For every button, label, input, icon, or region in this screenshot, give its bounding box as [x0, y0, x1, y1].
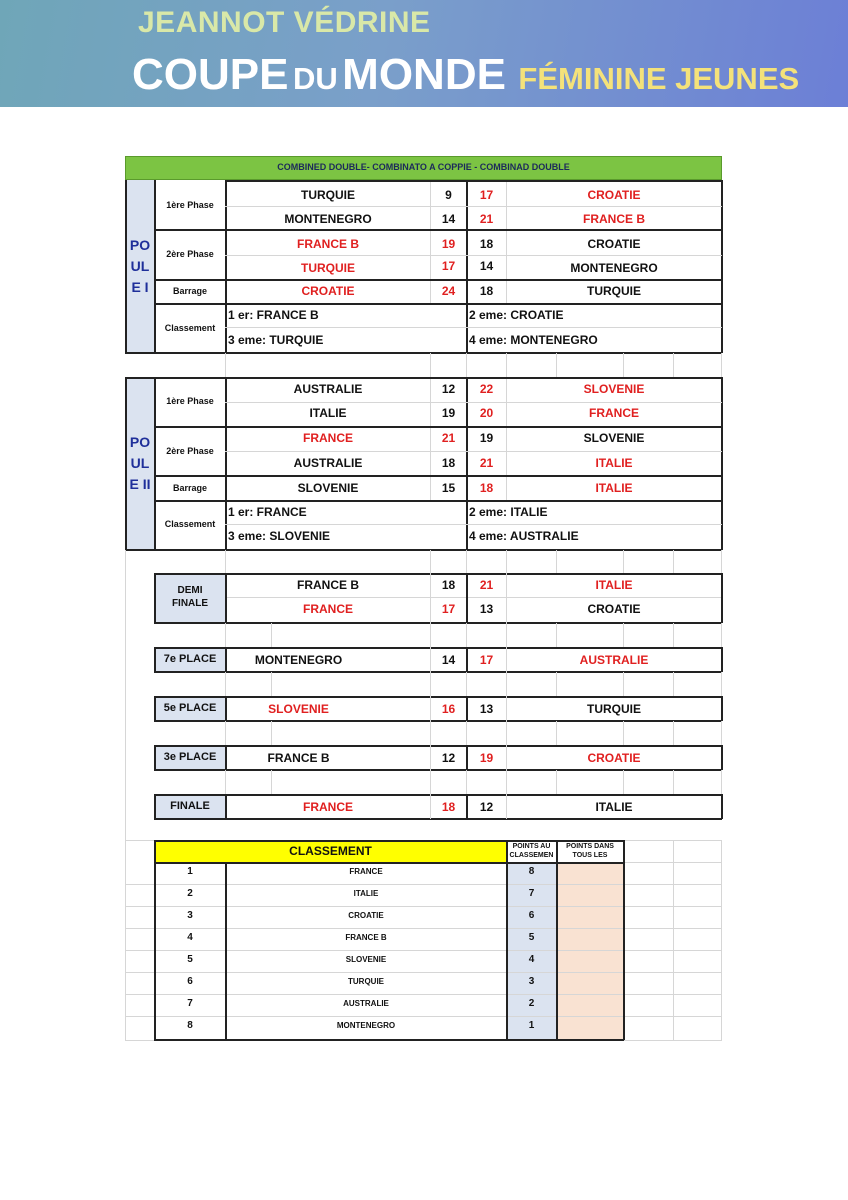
pool1-classement-label: Classement: [164, 323, 216, 333]
demi-label-2: FINALE: [171, 598, 209, 609]
pool2-first: 1 er: FRANCE: [228, 505, 307, 519]
demi-label-1: DEMI: [177, 585, 203, 596]
classement-title: CLASSEMENT: [289, 844, 372, 858]
classement-col-points: POINTS AU CLASSEMEN: [509, 843, 554, 859]
pool2-phase2-label: 2ère Phase: [166, 446, 214, 456]
pool2-third: 3 eme: SLOVENIE: [228, 529, 331, 543]
pool1-third: 3 eme: TURQUIE: [228, 333, 324, 347]
banner-du: DU: [292, 61, 338, 96]
banner-feminine: FÉMININE JEUNES: [518, 61, 800, 96]
classement-col-total: POINTS DANS TOUS LES: [566, 843, 614, 859]
banner-subtitle: JEANNOT VÉDRINE: [138, 6, 431, 39]
pool1-second: 2 eme: CROATIE: [469, 308, 564, 322]
pool1-label: PO UL E I: [129, 237, 151, 295]
pool2-phase1-label: 1ère Phase: [166, 396, 214, 406]
finale-label: FINALE: [170, 800, 210, 812]
pool2-classement-label: Classement: [164, 519, 216, 529]
pool1-barrage-label: Barrage: [172, 286, 208, 296]
pool1-phase2-label: 2ère Phase: [166, 249, 214, 259]
pool2-second: 2 eme: ITALIE: [469, 505, 548, 519]
place3-label: 3e PLACE: [163, 751, 217, 763]
pool2-label: PO UL E II: [129, 434, 151, 492]
place5-label: 5e PLACE: [163, 702, 217, 714]
pool2-fourth: 4 eme: AUSTRALIE: [469, 529, 579, 543]
pool1-phase1-label: 1ère Phase: [166, 200, 214, 210]
pool1-fourth: 4 eme: MONTENEGRO: [469, 333, 598, 347]
banner-coupe: COUPE: [132, 50, 289, 99]
place7-label: 7e PLACE: [163, 653, 217, 665]
banner-monde: MONDE: [342, 50, 506, 99]
banner-title: [132, 50, 799, 100]
pool2-barrage-label: Barrage: [172, 483, 208, 493]
header-banner: [0, 0, 848, 107]
pool1-first: 1 er: FRANCE B: [228, 308, 319, 322]
table-title: COMBINED DOUBLE- COMBINATO A COPPIE - COMBINAD DOUBLE: [277, 162, 570, 172]
